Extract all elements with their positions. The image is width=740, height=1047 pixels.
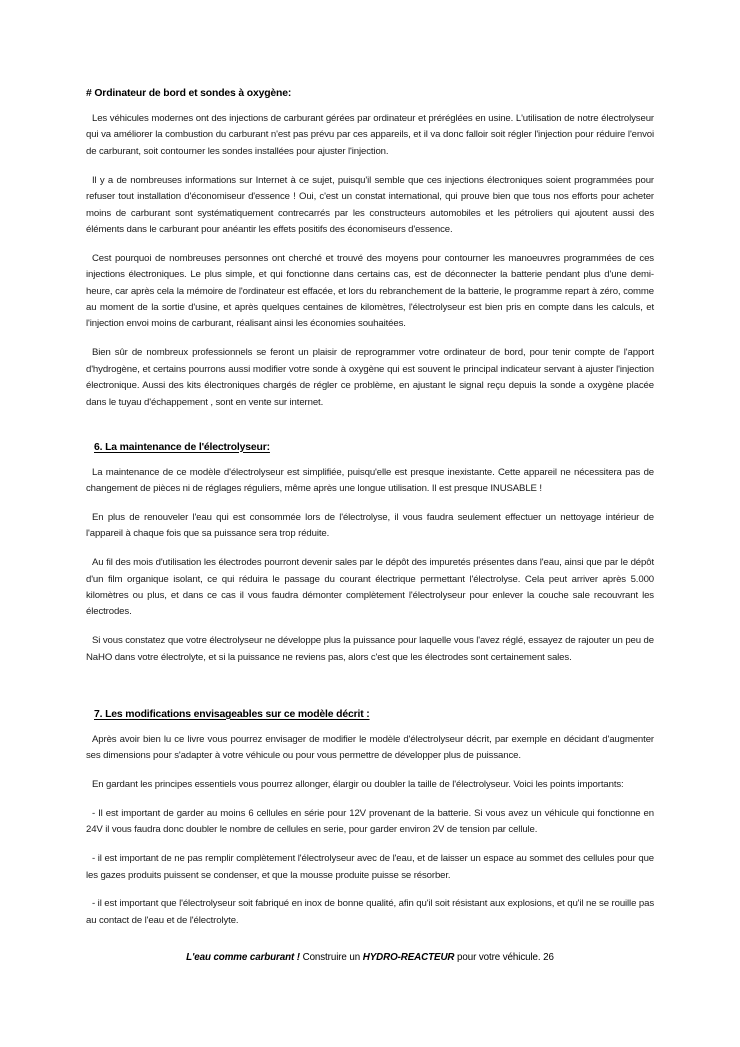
footer-book-title: L'eau comme carburant ! xyxy=(186,952,300,963)
section-heading-ordinateur-de-bord: # Ordinateur de bord et sondes à oxygène: xyxy=(86,88,292,99)
paragraph: Il y a de nombreuses informations sur Internet à ce sujet, puisqu'il semble que ces injections électroniques soient programmées pour refuser tout installation d'économiseur d'essence ! Oui, c'est un constat international, qui prouve bien que tous nos efforts pour acheter moins de carburant sont systématiquement contrecarrés par les constructeurs automobiles et les pétroliers qui ajoutent aussi des éléments dans le carburant pour anéantir les effets positifs des économiseurs d'essence. xyxy=(86,174,654,235)
section-spacer xyxy=(86,424,654,442)
list-item: - il est important de ne pas remplir complètement l'électrolyseur avec de l'eau, et de laisser un espace au sommet des cellules pour que les gazes produits puissent se condenser, et que la mousse produite puisse se résorber. xyxy=(86,853,654,881)
section-spacer xyxy=(86,679,654,709)
paragraph: En gardant les principes essentiels vous pourrez allonger, élargir ou doubler la taille de l'électrolyseur. Voici les points importants: xyxy=(92,778,624,790)
document-body xyxy=(86,88,654,942)
page-footer xyxy=(0,952,740,963)
list-item: - Il est important de garder au moins 6 cellules en série pour 12V provenant de la batterie. Si vous avez un véhicule qui fonctionne en 24V il vous faudra donc doubler le nombre de cellules en serie, pour garder environ 2V de tension par cellule. xyxy=(86,807,654,836)
paragraph: Au fil des mois d'utilisation les électrodes pourront devenir sales par le dépôt des impuretés présentes dans l'eau, ainsi que par le dépôt d'un film organique isolant, ce qui réduira le passage du courant électrique permettant l'électrolyse. Cela peut arriver après 5.000 kilomètres ou plus, et dans ce cas il vous faudra démonter complètement l'électrolyseur pour enlever la couche sale recouvrant les électrodes. xyxy=(86,557,654,618)
paragraph: Les véhicules modernes ont des injections de carburant gérées par ordinateur et préréglées en usine. L'utilisation de notre électrolyseur qui va améliorer la combustion du carburant n'est pas prévu par ces appareils, et il va donc falloir soit régler l'injection pour réduire l'envoi de carburant, soit contourner les sondes installées pour ajuster l'injection. xyxy=(86,113,654,157)
paragraph: La maintenance de ce modèle d'électrolyseur est simplifiée, puisqu'elle est presque inexistante. Cette appareil ne nécessitera pas de changement de pièces ni de réglages réguliers, même après une longue utilisation. Il est presque INUSABLE ! xyxy=(86,466,654,494)
paragraph: Cest pourquoi de nombreuses personnes ont cherché et trouvé des moyens pour contourner les manoeuvres programmées de ces injections électroniques. Le plus simple, et qui fonctionne dans certains cas, est de déconnecter la batterie pendant plus d'une demi-heure, car après cela la mémoire de l'ordinateur est effacée, et lors du rebranchement de la batterie, le programme repart à zéro, comme au moment de la sortie d'usine, et après quelques centaines de kilomètres, l'électrolyseur est bien pris en compte dans les calculs, et l'injection envoi moins de carburant, réalisant ainsi les économies souhaitées. xyxy=(86,252,654,330)
footer-product-name: HYDRO-REACTEUR xyxy=(362,952,455,963)
list-item: - il est important que l'électrolyseur soit fabriqué en inox de bonne qualité, afin qu'il soit résistant aux explosions, et qu'il ne se rouille pas au contact de l'eau et de l'électrolyte. xyxy=(86,898,654,926)
paragraph: Si vous constatez que votre électrolyseur ne développe plus la puissance pour laquelle vous l'avez réglé, essayez de rajouter un peu de NaHO dans votre électrolyte, et si la puissance ne reviens pas, alors c'est que les électrodes sont certainement sales. xyxy=(86,635,654,663)
paragraph: En plus de renouveler l'eau qui est consommée lors de l'électrolyse, il vous faudra seulement effectuer un nettoyage intérieur de l'appareil à chaque fois que sa puissance sera trop réduite. xyxy=(86,511,654,540)
section-heading-modifications: 7. Les modifications envisageables sur ce modèle décrit : xyxy=(94,708,370,720)
section-heading-maintenance: 6. La maintenance de l'électrolyseur: xyxy=(94,441,270,453)
paragraph: Bien sûr de nombreux professionnels se feront un plaisir de reprogrammer votre ordinateur de bord, pour tenir compte de l'apport d'hydrogène, et certains pourrons aussi modifier votre sonde à oxygène qui est souvent le principal indicateur servant à ajuster l'injection électronique. Aussi des kits électroniques chargés de régler ce problème, en ajustant le signal reçu depuis la sonde a oxygène placée dans le tuyau d'échappement , sont en vente sur internet. xyxy=(86,347,654,408)
paragraph: Après avoir bien lu ce livre vous pourrez envisager de modifier le modèle d'électrolyseur décrit, par exemple en décidant d'augmenter ses dimensions pour s'adapter à votre véhicule ou pour vous permettre de développer plus de puissance. xyxy=(86,733,654,761)
footer-page-number: 26 xyxy=(543,952,554,963)
footer-middle-text: Construire un xyxy=(299,952,363,963)
footer-tail-text: pour votre véhicule. xyxy=(454,952,544,963)
